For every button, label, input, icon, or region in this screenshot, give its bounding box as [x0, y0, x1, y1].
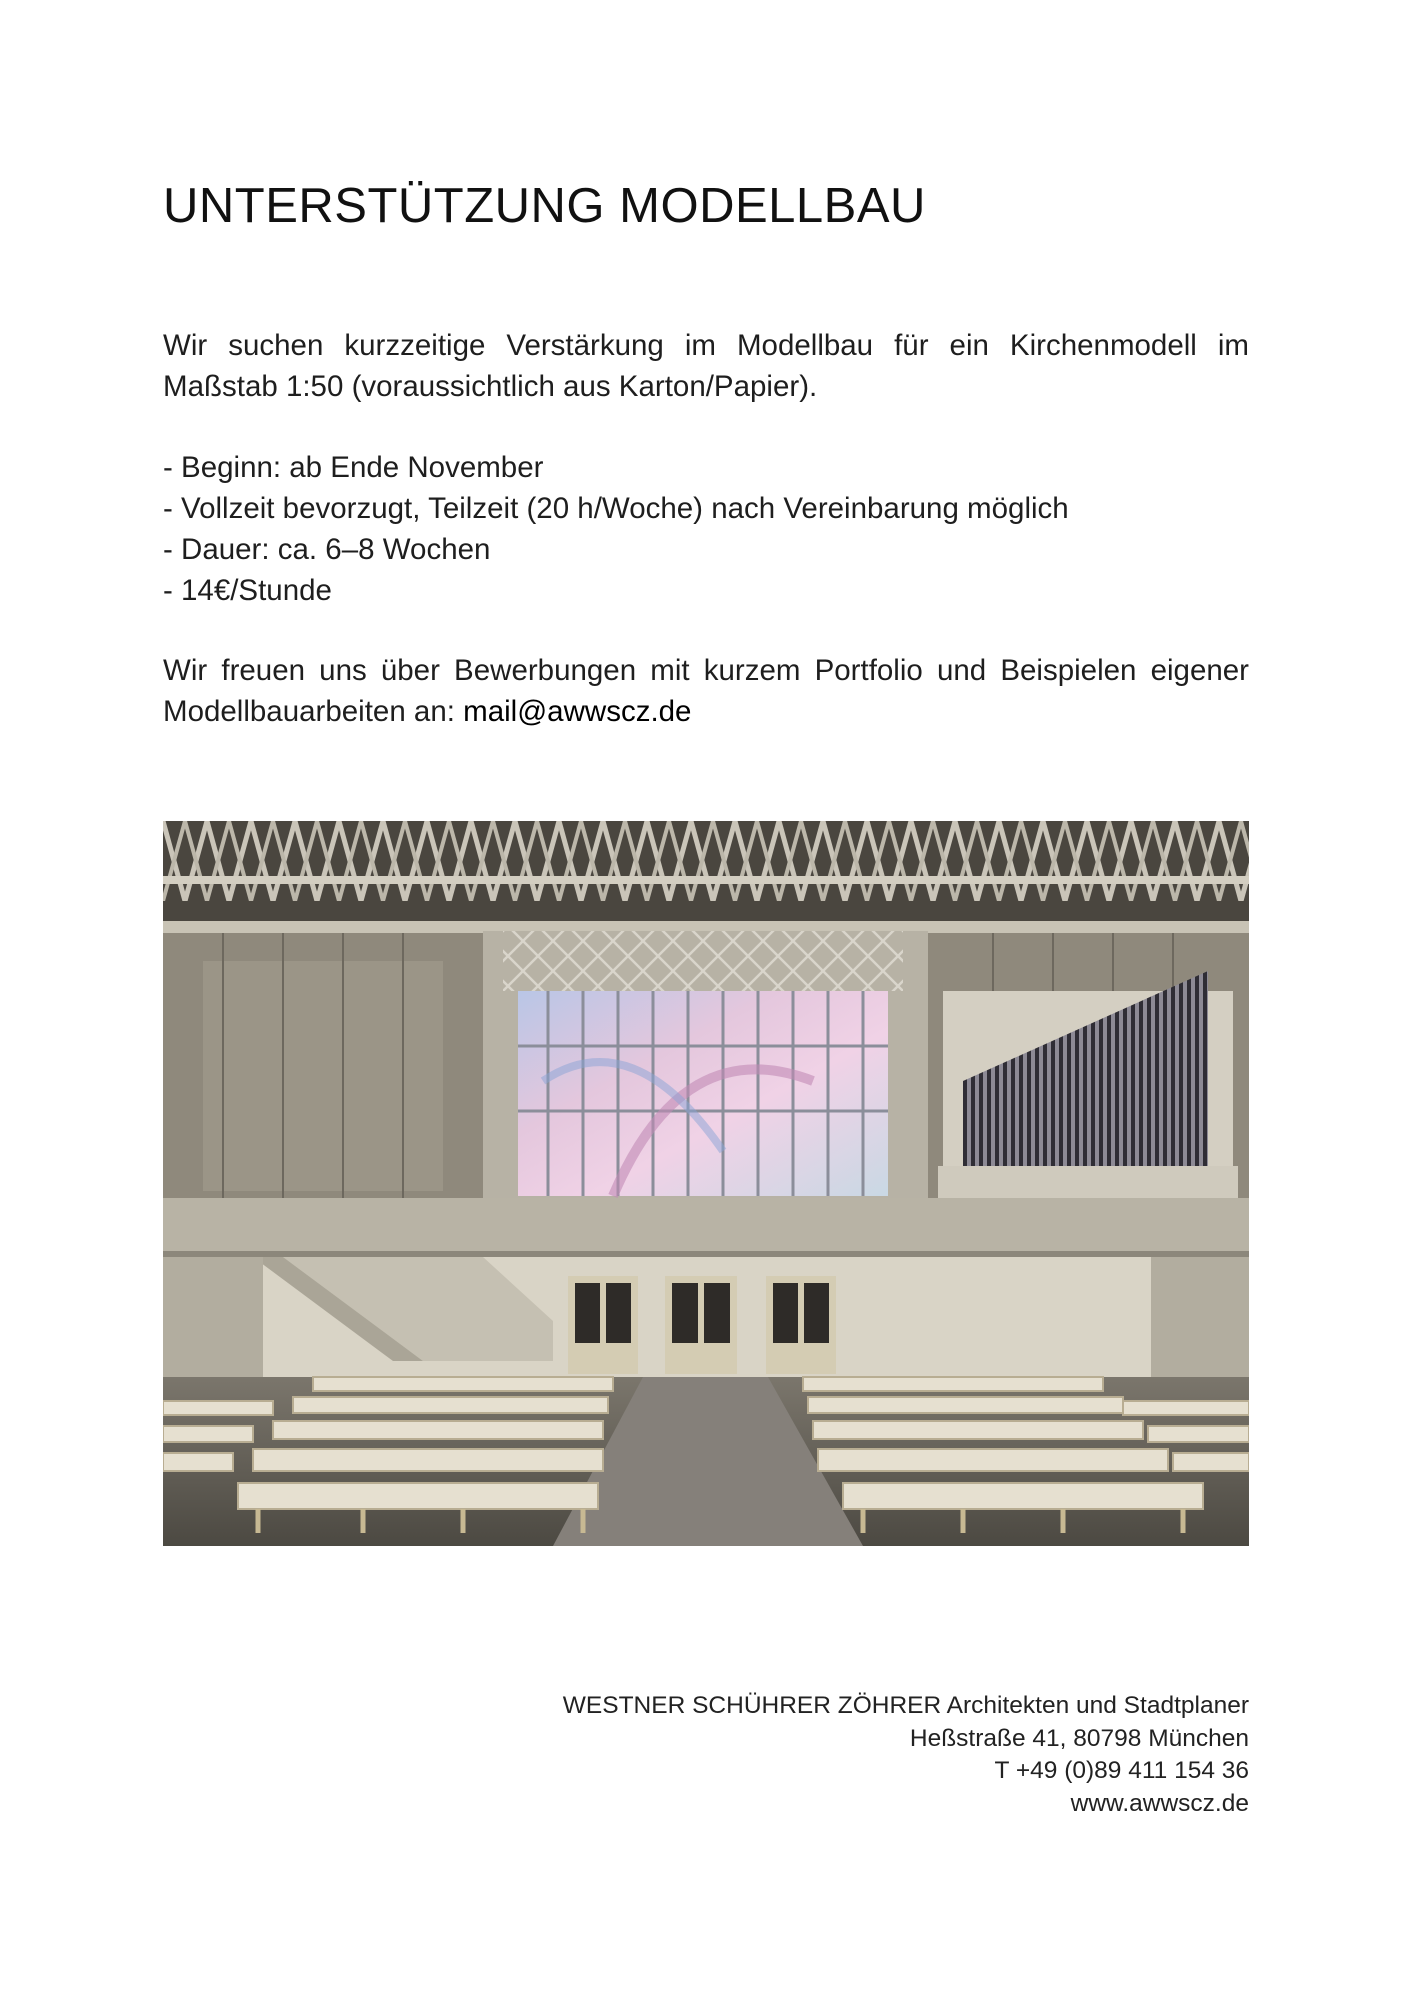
footer-company: WESTNER SCHÜHRER ZÖHRER Architekten und Stadtplaner [562, 1692, 1249, 1719]
footer-website[interactable]: www.awwscz.de [1070, 1789, 1249, 1817]
detail-hours: - Vollzeit bevorzugt, Teilzeit (20 h/Woche) nach Vereinbarung möglich [163, 492, 1069, 525]
detail-pay: - 14€/Stunde [163, 574, 332, 607]
church-model-photo [163, 821, 1249, 1546]
detail-start: - Beginn: ab Ende November [163, 451, 544, 484]
intro-paragraph: Wir suchen kurzzeitige Verstärkung im Modellbau für ein Kirchenmodell im Maßstab 1:50 (voraussichtlich aus Karton/Papier). [163, 329, 1249, 403]
contact-text: Wir freuen uns über Bewerbungen mit kurzem Portfolio und Beispielen eigener Modellbauarbeiten an: [163, 654, 1249, 728]
contact-paragraph [163, 650, 1249, 732]
detail-duration: - Dauer: ca. 6–8 Wochen [163, 533, 491, 566]
footer-phone: T +49 (0)89 411 154 36 [994, 1757, 1249, 1784]
page-title: UNTERSTÜTZUNG MODELLBAU [163, 179, 926, 233]
footer-address-block [563, 1690, 1249, 1820]
job-details-list [163, 447, 1249, 611]
footer-address: Heßstraße 41, 80798 München [909, 1724, 1249, 1752]
email-link[interactable]: mail@awwscz.de [463, 695, 692, 728]
